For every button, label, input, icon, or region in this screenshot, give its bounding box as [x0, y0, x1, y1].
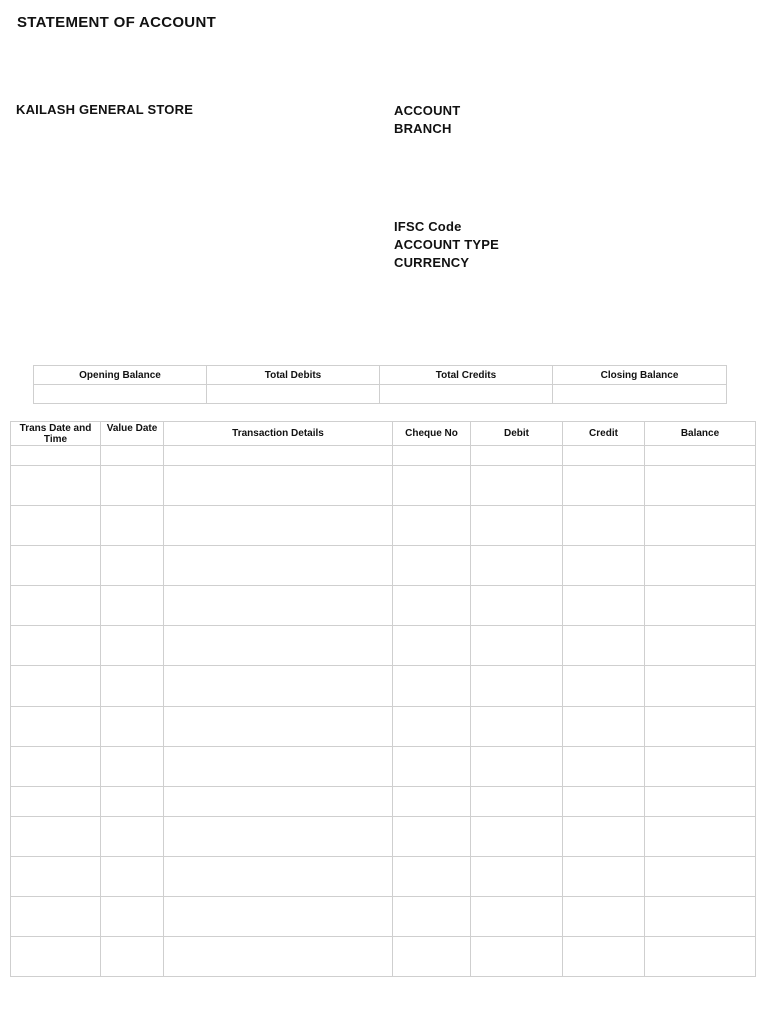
branch-label: BRANCH	[394, 121, 452, 136]
table-cell	[471, 707, 563, 747]
table-cell	[645, 787, 756, 817]
table-cell	[563, 707, 645, 747]
table-cell	[393, 446, 471, 466]
table-cell	[393, 787, 471, 817]
transaction-details-header: Transaction Details	[164, 422, 393, 446]
table-cell	[471, 466, 563, 506]
table-cell	[164, 546, 393, 586]
summary-header-row	[34, 366, 727, 385]
table-cell	[164, 506, 393, 546]
table-cell	[645, 897, 756, 937]
table-cell	[164, 747, 393, 787]
table-cell	[563, 787, 645, 817]
table-cell	[393, 937, 471, 977]
table-cell	[563, 506, 645, 546]
closing-balance-header: Closing Balance	[553, 366, 727, 385]
table-cell	[11, 546, 101, 586]
table-cell	[563, 817, 645, 857]
table-cell	[393, 466, 471, 506]
table-cell	[11, 466, 101, 506]
value-date-header: Value Date	[101, 422, 164, 446]
table-row	[11, 546, 756, 586]
opening-balance-header: Opening Balance	[34, 366, 207, 385]
table-cell	[11, 897, 101, 937]
table-row	[11, 586, 756, 626]
table-cell	[393, 506, 471, 546]
table-cell	[563, 546, 645, 586]
table-cell	[645, 666, 756, 707]
table-cell	[645, 707, 756, 747]
table-cell	[393, 707, 471, 747]
account-label: ACCOUNT	[394, 103, 461, 118]
table-cell	[645, 626, 756, 666]
table-cell	[164, 586, 393, 626]
table-cell	[101, 937, 164, 977]
table-cell	[11, 817, 101, 857]
table-cell	[11, 666, 101, 707]
table-row	[11, 747, 756, 787]
table-row	[11, 857, 756, 897]
table-cell	[164, 817, 393, 857]
table-cell	[101, 446, 164, 466]
table-cell	[11, 626, 101, 666]
table-cell	[645, 466, 756, 506]
table-cell	[471, 546, 563, 586]
table-row	[11, 787, 756, 817]
table-cell	[11, 446, 101, 466]
table-cell	[563, 466, 645, 506]
table-cell	[11, 857, 101, 897]
table-cell	[101, 586, 164, 626]
table-row	[11, 817, 756, 857]
table-row	[11, 666, 756, 707]
table-cell	[563, 897, 645, 937]
table-cell	[393, 546, 471, 586]
table-cell	[393, 817, 471, 857]
table-cell	[645, 586, 756, 626]
total-debits-value	[207, 385, 380, 404]
summary-value-row	[34, 385, 727, 404]
total-debits-header: Total Debits	[207, 366, 380, 385]
table-cell	[11, 787, 101, 817]
transactions-header-row	[11, 422, 756, 446]
table-row	[11, 506, 756, 546]
account-details-block	[394, 218, 499, 272]
cheque-no-header: Cheque No	[393, 422, 471, 446]
account-type-label: ACCOUNT TYPE	[394, 237, 499, 252]
closing-balance-value	[553, 385, 727, 404]
table-cell	[471, 666, 563, 707]
table-cell	[471, 817, 563, 857]
currency-label: CURRENCY	[394, 255, 470, 270]
table-row	[11, 937, 756, 977]
table-cell	[164, 857, 393, 897]
summary-table	[33, 365, 727, 404]
table-cell	[101, 666, 164, 707]
table-cell	[645, 546, 756, 586]
table-cell	[471, 506, 563, 546]
table-cell	[101, 626, 164, 666]
credit-header: Credit	[563, 422, 645, 446]
table-cell	[11, 707, 101, 747]
table-cell	[471, 897, 563, 937]
table-cell	[645, 817, 756, 857]
table-cell	[563, 666, 645, 707]
account-info-block	[394, 102, 460, 138]
table-cell	[645, 446, 756, 466]
table-cell	[101, 707, 164, 747]
table-cell	[471, 937, 563, 977]
table-cell	[101, 897, 164, 937]
table-cell	[101, 817, 164, 857]
table-row	[11, 897, 756, 937]
table-cell	[563, 446, 645, 466]
table-cell	[164, 787, 393, 817]
table-cell	[471, 626, 563, 666]
table-cell	[101, 506, 164, 546]
table-cell	[11, 506, 101, 546]
table-cell	[563, 857, 645, 897]
table-cell	[164, 446, 393, 466]
table-cell	[393, 897, 471, 937]
table-cell	[645, 937, 756, 977]
table-cell	[101, 546, 164, 586]
transactions-table	[10, 421, 756, 977]
table-cell	[101, 466, 164, 506]
debit-header: Debit	[471, 422, 563, 446]
table-row	[11, 466, 756, 506]
table-cell	[164, 666, 393, 707]
total-credits-header: Total Credits	[380, 366, 553, 385]
table-cell	[645, 747, 756, 787]
table-cell	[471, 446, 563, 466]
table-cell	[11, 586, 101, 626]
table-cell	[563, 586, 645, 626]
table-cell	[563, 626, 645, 666]
table-cell	[101, 857, 164, 897]
table-cell	[471, 747, 563, 787]
table-cell	[563, 747, 645, 787]
table-cell	[393, 626, 471, 666]
table-cell	[471, 586, 563, 626]
opening-balance-value	[34, 385, 207, 404]
ifsc-label: IFSC Code	[394, 219, 462, 234]
table-cell	[164, 707, 393, 747]
table-cell	[471, 787, 563, 817]
table-cell	[11, 747, 101, 787]
table-row	[11, 626, 756, 666]
table-cell	[164, 626, 393, 666]
table-cell	[393, 857, 471, 897]
table-cell	[471, 857, 563, 897]
table-cell	[164, 937, 393, 977]
table-row	[11, 707, 756, 747]
table-cell	[164, 466, 393, 506]
table-cell	[563, 937, 645, 977]
table-cell	[101, 787, 164, 817]
trans-date-header: Trans Date and Time	[11, 422, 101, 446]
table-cell	[393, 747, 471, 787]
total-credits-value	[380, 385, 553, 404]
table-cell	[101, 747, 164, 787]
store-name: KAILASH GENERAL STORE	[16, 102, 194, 117]
table-cell	[11, 937, 101, 977]
balance-header: Balance	[645, 422, 756, 446]
page-title: STATEMENT OF ACCOUNT	[17, 14, 217, 31]
table-cell	[645, 506, 756, 546]
table-row	[11, 446, 756, 466]
table-cell	[645, 857, 756, 897]
table-cell	[164, 897, 393, 937]
table-cell	[393, 666, 471, 707]
table-cell	[393, 586, 471, 626]
